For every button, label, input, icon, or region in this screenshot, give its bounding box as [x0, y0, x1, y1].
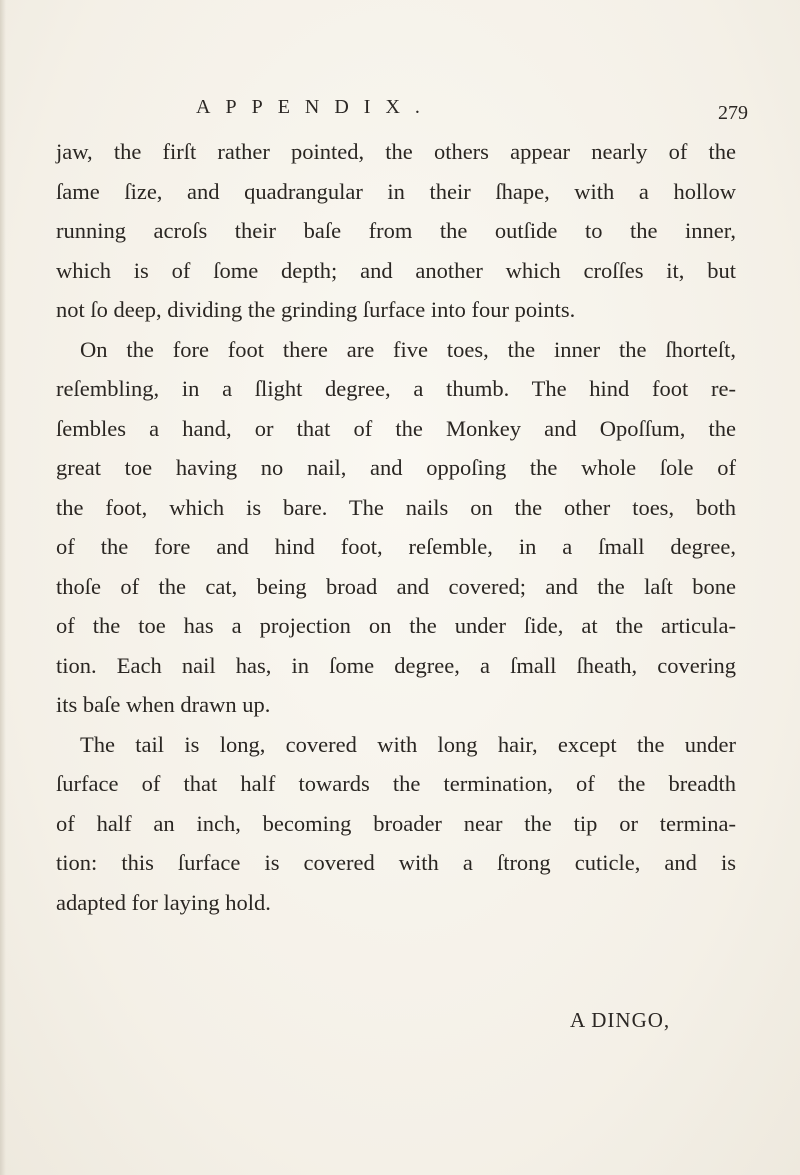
text-line: tion: this ſurface is covered with a ſtrong cuticle, and is	[56, 850, 736, 875]
text-line: which is of ſome depth; and another which croſſes it, but	[56, 257, 736, 283]
text-line: its baſe when drawn up.	[56, 692, 271, 717]
text-line: of half an inch, becoming broader near the tip or termina-	[56, 810, 736, 836]
text-line: reſembling, in a ſlight degree, a thumb. The hind foot re-	[56, 376, 736, 401]
text-line: the foot, which is bare. The nails on the other toes, both	[56, 494, 736, 520]
text-line: The tail is long, covered with long hair, except the under	[80, 731, 736, 757]
text-line: great toe having no nail, and oppoſing the whole ſole of	[56, 455, 736, 480]
text-line: On the fore foot there are five toes, the inner the ſhorteſt,	[80, 336, 736, 362]
page-number: 279	[718, 102, 748, 124]
body-text	[56, 132, 736, 922]
text-line: of the fore and hind foot, reſemble, in a ſmall degree,	[56, 534, 736, 559]
running-head: APPENDIX.	[196, 96, 435, 118]
text-line: adapted for laying hold.	[56, 889, 271, 915]
text-line: ſurface of that half towards the termination, of the breadth	[56, 771, 736, 796]
text-line: ſembles a hand, or that of the Monkey and Opoſſum, the	[56, 415, 736, 441]
page-edge-shadow	[0, 0, 6, 1175]
text-line: tion. Each nail has, in ſome degree, a ſmall ſheath, covering	[56, 652, 736, 678]
text-line: thoſe of the cat, being broad and covered; and the laſt bone	[56, 573, 736, 599]
text-line: ſame ſize, and quadrangular in their ſhape, with a hollow	[56, 178, 736, 204]
text-line: of the toe has a projection on the under ſide, at the articula-	[56, 613, 736, 638]
text-line: running acroſs their baſe from the outſide to the inner,	[56, 218, 736, 243]
text-line: not ſo deep, dividing the grinding ſurface into four points.	[56, 297, 576, 322]
catchword: A DINGO,	[570, 1008, 671, 1032]
text-line: jaw, the firſt rather pointed, the others appear nearly of the	[56, 139, 736, 164]
